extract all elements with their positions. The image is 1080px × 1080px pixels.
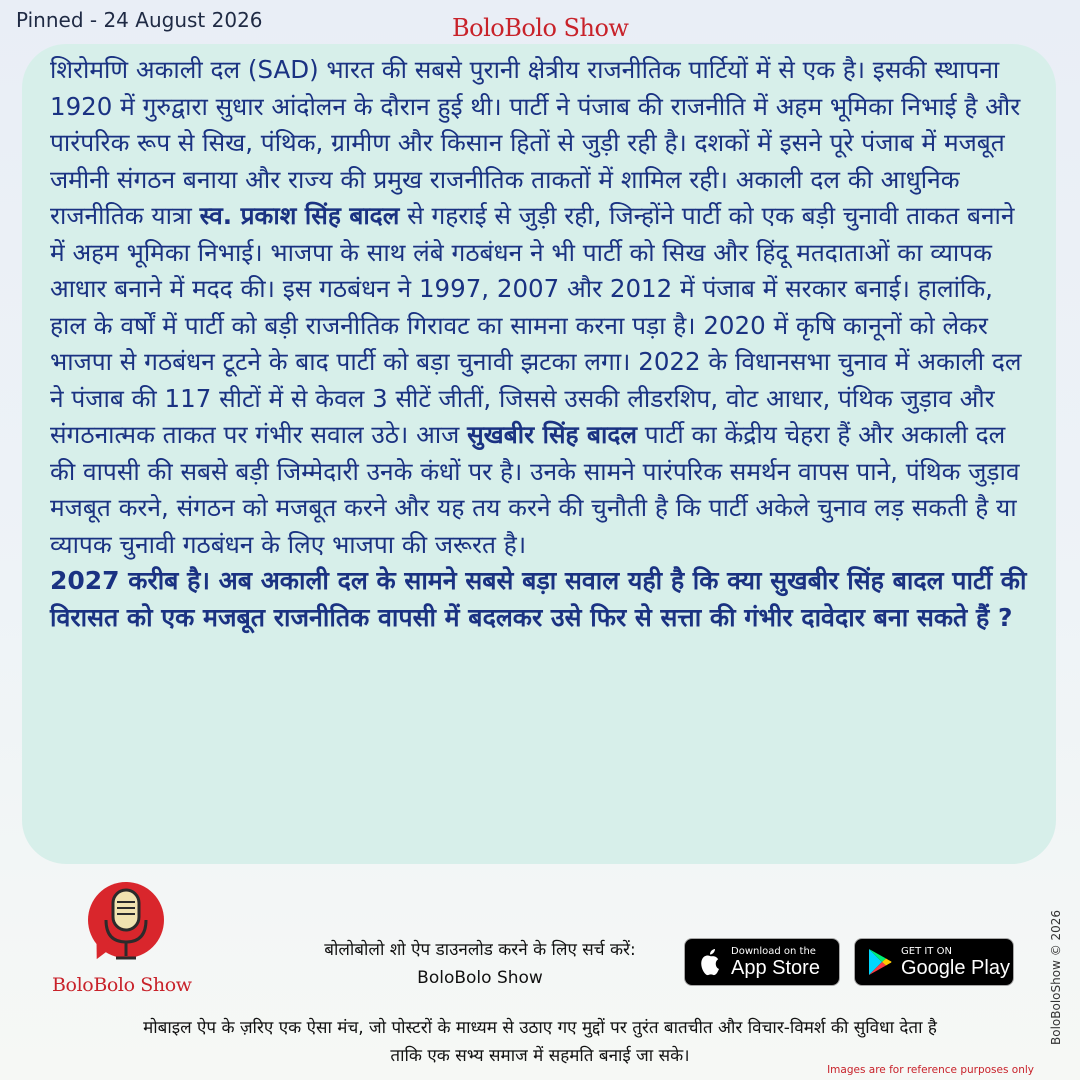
app-store-label: App Store: [731, 956, 820, 979]
microphone-icon: [86, 880, 166, 966]
app-search-instructions: [290, 936, 670, 992]
article-text-3: पार्टी का केंद्रीय चेहरा हैं और अकाली दल की वापसी की सबसे बड़ी जिम्मेदारी उनके कंधों पर है। उनके सामने पारंपरिक समर्थन वापस पाने, पंथिक जुड़ाव मजबूत करने, संगठन को मजबूत करने और यह तय करने की चुनौती है कि पार्टी अकेले चुनाव लड़ सकती है या व्यापक चुनावी गठबंधन के लिए भाजपा की जरूरत है।: [50, 420, 1020, 559]
brand-title: BoloBolo Show: [452, 14, 629, 42]
tagline-line-1: मोबाइल ऐप के ज़रिए एक ऐसा मंच, जो पोस्टरों के माध्यम से उठाए गए मुद्दों पर तुरंत बातचीत और विचार-विमर्श की सुविधा देता है: [143, 1018, 937, 1038]
copyright-text: BoloBoloShow © 2026: [1049, 909, 1063, 1045]
article-text-2: से गहराई से जुड़ी रही, जिन्होंने पार्टी को एक बड़ी चुनावी ताकत बनाने में अहम भूमिका निभाई। भाजपा के साथ लंबे गठबंधन ने भी पार्टी को सिख और हिंदू मतदाताओं का व्यापक आधार बनाने में मदद की। इस गठबंधन ने 1997, 2007 और 2012 में पंजाब में सरकार बनाई। हालांकि, हाल के वर्षों में पार्टी को बड़ी राजनीतिक गिरावट का सामना करना पड़ा है। 2020 में कृषि कानूनों को लेकर भाजपा से गठबंधन टूटने के बाद पार्टी को बड़ा चुनावी झटका लगा। 2022 के विधानसभा चुनाव में अकाली दल ने पंजाब की 117 सीटों में से केवल 3 सीटें जीतीं, जिससे उसकी लीडरशिप, वोट आधार, पंथिक जुड़ाव और संगठनात्मक ताकत पर गंभीर सवाल उठे। आज: [50, 201, 1022, 449]
search-app-name: BoloBolo Show: [417, 968, 543, 988]
article-body: [50, 52, 1030, 636]
google-play-label: Google Play: [901, 956, 1010, 979]
article-closing-question: 2027 करीब है। अब अकाली दल के सामने सबसे बड़ा सवाल यही है कि क्या सुखबीर सिंह बादल पार्टी की विरासत को एक मजबूत राजनीतिक वापसी में बदलकर उसे फिर से सत्ता की गंभीर दावेदार बना सकते हैं ?: [50, 566, 1027, 632]
google-play-button[interactable]: [854, 938, 1014, 986]
google-play-icon: [867, 948, 893, 976]
article-text-1: शिरोमणि अकाली दल (SAD) भारत की सबसे पुरानी क्षेत्रीय राजनीतिक पार्टियों में से एक है। इसकी स्थापना 1920 में गुरुद्वारा सुधार आंदोलन के दौरान हुई थी। पार्टी ने पंजाब की राजनीति में अहम भूमिका निभाई है और पारंपरिक रूप से सिख, पंथिक, ग्रामीण और किसान हितों से जुड़ी रही है। दशकों में इसने पूरे पंजाब में मजबूत जमीनी संगठन बनाया और राज्य की प्रमुख राजनीतिक ताकतों में शामिल रही। अकाली दल की आधुनिक राजनीतिक यात्रा: [50, 55, 1021, 230]
google-play-small-text: GET IT ON: [901, 945, 952, 957]
search-instruction-line: बोलोबोलो शो ऐप डाउनलोड करने के लिए सर्च करें:: [324, 940, 636, 960]
apple-icon: [697, 947, 723, 977]
app-store-button[interactable]: [684, 938, 840, 986]
logo-brand-name: BoloBolo Show: [52, 974, 192, 996]
app-store-small-text: Download on the: [731, 945, 816, 957]
article-highlight-1: स्व. प्रकाश सिंह बादल: [199, 201, 400, 230]
pinned-date: Pinned - 24 August 2026: [16, 8, 263, 32]
disclaimer-text: Images are for reference purposes only: [827, 1064, 1034, 1076]
tagline: [30, 1014, 1050, 1070]
article-highlight-2: सुखबीर सिंह बादल: [467, 420, 638, 449]
tagline-line-2: ताकि एक सभ्य समाज में सहमति बनाई जा सके।: [390, 1046, 690, 1066]
